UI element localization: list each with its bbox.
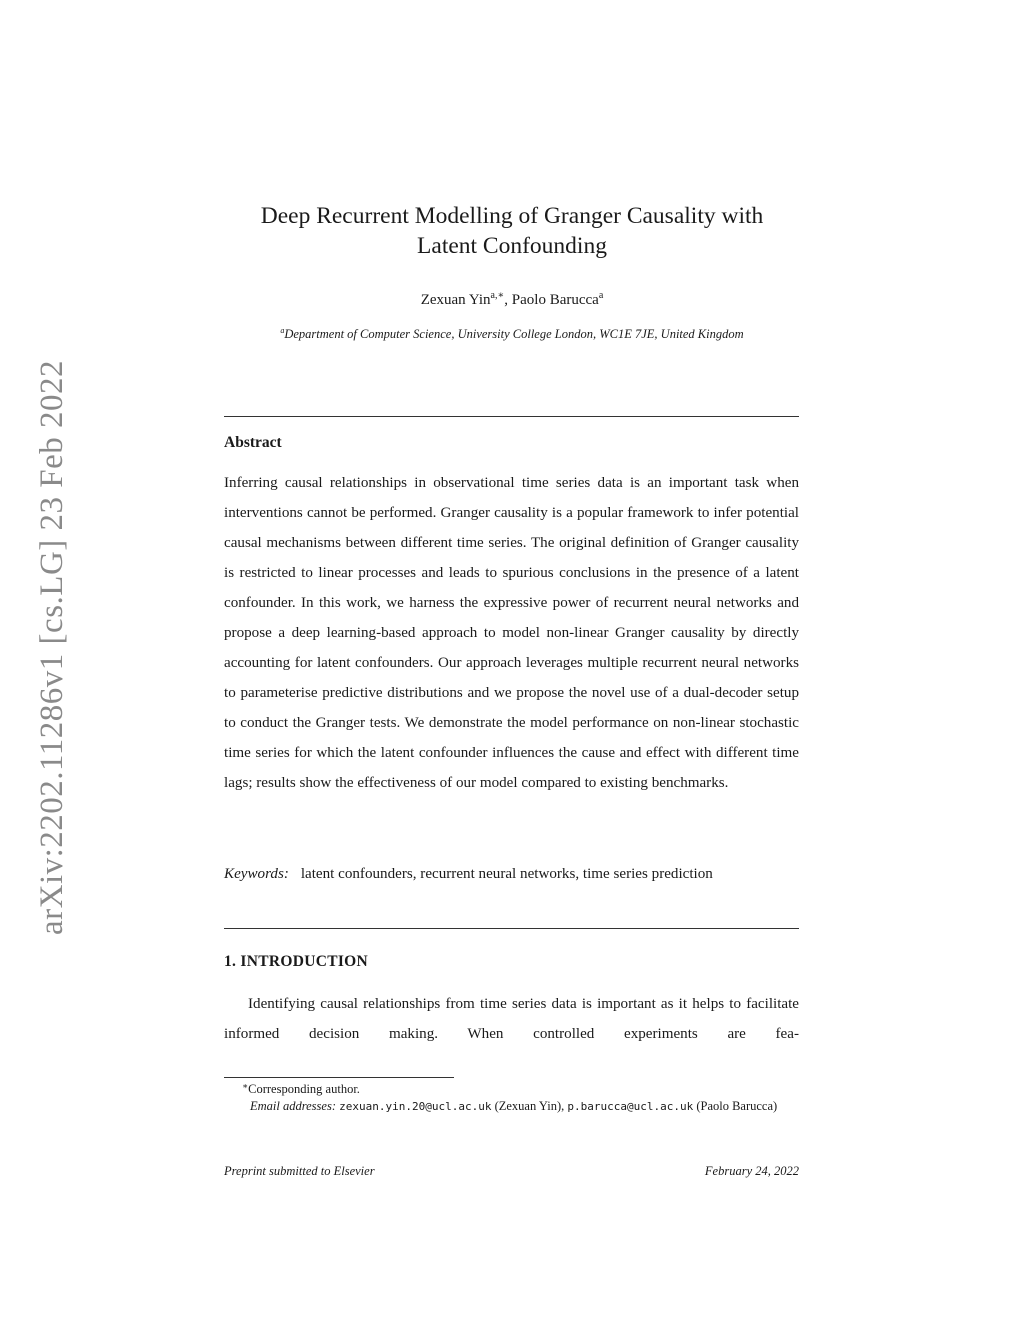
keywords-text: latent confounders, recurrent neural networks, time series prediction <box>300 866 713 882</box>
author-name-2: Paolo Barucca <box>511 292 599 308</box>
author-list <box>200 290 824 310</box>
page-footer <box>224 1163 799 1179</box>
introduction-body: Identifying causal relationships from time series data is important as it helps to facilitate informed decision making. When controlled experiments are fea- <box>224 996 799 1042</box>
author-1-affiliation-marks: a,∗ <box>490 290 505 301</box>
email-label: Email addresses: <box>250 1099 336 1113</box>
paper-title-line-2: Latent Confounding <box>417 233 607 259</box>
keywords <box>224 859 754 889</box>
author-name-1: Zexuan Yin <box>420 292 491 308</box>
email-link-1[interactable]: zexuan.yin.20@ucl.ac.uk <box>339 1100 492 1113</box>
footnote-corresponding <box>224 1081 799 1097</box>
email-link-2[interactable]: p.barucca@ucl.ac.uk <box>567 1100 694 1113</box>
footnote-rule <box>224 1077 454 1078</box>
affiliation <box>240 326 784 342</box>
email-owner-1: (Zexuan Yin), <box>491 1099 568 1113</box>
author-2-affiliation-marks: a <box>598 290 604 301</box>
affiliation-mark: a <box>280 326 285 335</box>
footer-preprint-note: Preprint submitted to Elsevier <box>224 1164 375 1178</box>
footer-date: February 24, 2022 <box>704 1164 799 1178</box>
paper-title <box>200 201 824 261</box>
abstract-bottom-rule <box>224 928 799 929</box>
footnote-emails <box>224 1098 799 1115</box>
footnote-mark: ∗ <box>242 1081 249 1091</box>
arxiv-stamp <box>30 355 76 940</box>
abstract-top-rule <box>224 416 799 417</box>
footnote-corresponding-text: Corresponding author. <box>248 1082 360 1096</box>
section-heading-introduction: 1. INTRODUCTION <box>224 953 369 970</box>
affiliation-text: Department of Computer Science, University College London, WC1E 7JE, United Kingdom <box>284 327 744 341</box>
arxiv-stamp-text: arXiv:2202.11286v1 [cs.LG] 23 Feb 2022 <box>34 359 71 936</box>
paper-title-line-1: Deep Recurrent Modelling of Granger Causality with <box>260 203 764 229</box>
author-separator: , <box>504 292 512 308</box>
email-owner-2: (Paolo Barucca) <box>693 1099 778 1113</box>
abstract-body: Inferring causal relationships in observational time series data is an important task when interventions cannot be performed. Granger causality is a popular framework to infer potential causal mechanisms between different time series. The original definition of Granger causality is restricted to linear processes and leads to spurious conclusions in the presence of a latent confounder. In this work, we harness the expressive power of recurrent neural networks and propose a deep learning-based approach to model non-linear Granger causality by directly accounting for latent confounders. Our approach leverages multiple recurrent neural networks to parameterise predictive distributions and we propose the novel use of a dual-decoder setup to conduct the Granger tests. We demonstrate the model performance on non-linear stochastic time series for which the latent confounder influences the cause and effect with different time lags; results show the effectiveness of our model compared to existing benchmarks. <box>224 475 799 791</box>
keywords-label: Keywords: <box>224 866 289 882</box>
abstract-heading: Abstract <box>224 434 282 451</box>
